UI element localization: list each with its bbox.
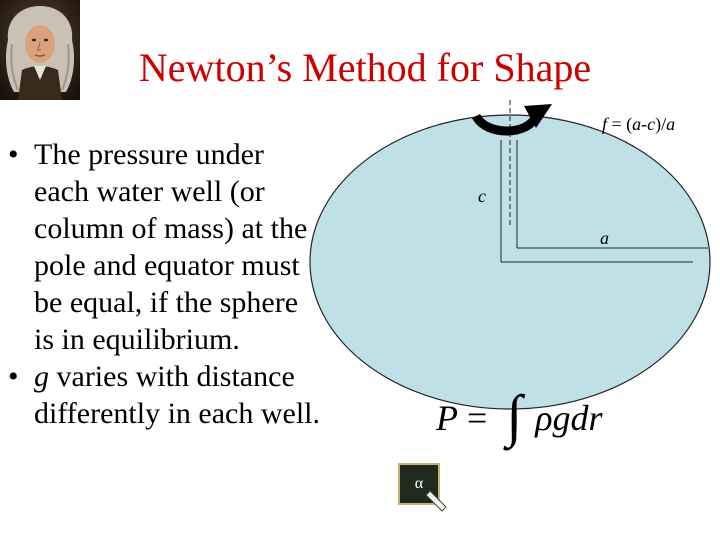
equation-lhs: P: [436, 398, 458, 438]
pressure-equation: [436, 383, 603, 448]
formula-minus: -: [641, 114, 648, 134]
formula-var-a: a: [666, 114, 676, 134]
polar-radius-label: c: [478, 186, 486, 206]
alpha-symbol: α: [414, 475, 424, 492]
bullet-italic-variable: g: [34, 360, 49, 393]
flattening-formula: [602, 114, 675, 135]
bullet-text: The pressure under each water well (or column of mass) at the pole and equator must be equal, if the sphere is in equilibrium.: [34, 138, 308, 356]
bullet-marker: •: [8, 138, 19, 171]
flattening-symbol: f: [602, 114, 608, 134]
equatorial-radius-label: a: [600, 228, 609, 248]
formula-part: )/: [655, 114, 667, 134]
alpha-action-button[interactable]: [398, 463, 440, 505]
equation-equals: =: [467, 398, 488, 438]
formula-part: = (: [607, 114, 633, 134]
slide-title: Newton’s Method for Shape: [138, 45, 592, 90]
bullet-text-rest: varies with distance differently in each well.: [34, 360, 320, 430]
integral-sign: ∫: [506, 383, 523, 448]
bullet-marker: •: [8, 360, 19, 393]
formula-var-c: c: [647, 114, 656, 134]
equation-rhs: ρgdr: [535, 398, 603, 438]
formula-var-a: a: [632, 114, 642, 134]
